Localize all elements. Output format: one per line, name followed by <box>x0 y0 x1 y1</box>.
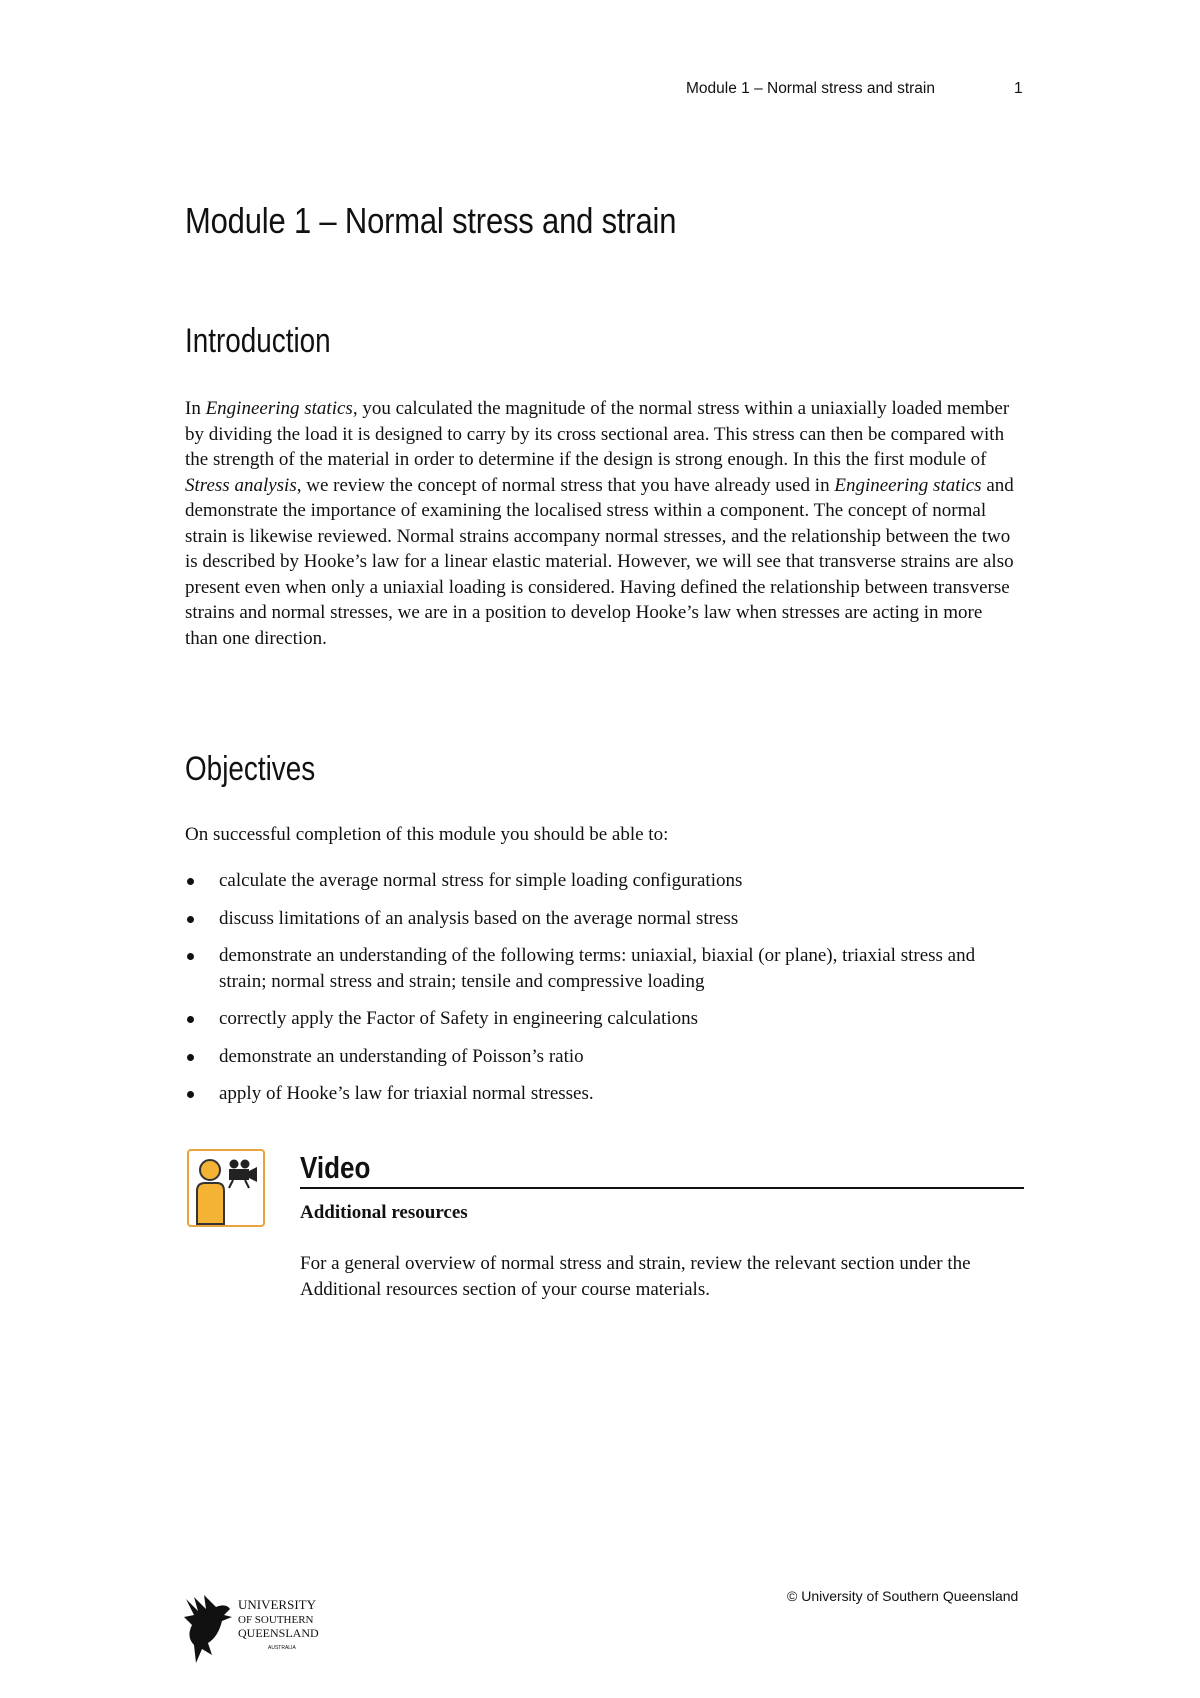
video-presenter-icon <box>187 1149 265 1227</box>
footer-copyright: © University of Southern Queensland <box>787 1588 1019 1604</box>
intro-text: In <box>185 398 206 419</box>
video-subheading: Additional resources <box>300 1202 468 1223</box>
list-item-text: apply of Hooke’s law for triaxial normal stresses. <box>219 1083 594 1104</box>
list-item <box>185 906 1025 932</box>
university-logo <box>182 1593 342 1672</box>
page-title: Module 1 – Normal stress and strain <box>185 200 677 241</box>
bullet-icon <box>187 1091 194 1098</box>
running-header: Module 1 – Normal stress and strain <box>686 80 935 97</box>
list-item-text: demonstrate an understanding of Poisson’s ratio <box>219 1045 584 1067</box>
list-item <box>185 943 1025 994</box>
bullet-icon <box>187 878 194 885</box>
list-item-text: demonstrate an understanding of the following terms: uniaxial, biaxial (or plane), triaxial stress and strain; normal stress and strain; tensile and compressive loading <box>219 945 976 992</box>
logo-text-line: AUSTRALIA <box>268 1645 296 1651</box>
list-item-text: discuss limitations of an analysis based on the average normal stress <box>219 907 739 929</box>
video-heading-rule <box>300 1187 1024 1189</box>
objectives-heading: Objectives <box>185 750 316 788</box>
list-item <box>185 1006 1025 1032</box>
bullet-icon <box>187 953 194 960</box>
objectives-lead: On successful completion of this module you should be able to: <box>185 824 669 845</box>
intro-emphasis: Stress analysis <box>185 474 297 496</box>
list-item <box>185 1044 1025 1070</box>
list-item-text: correctly apply the Factor of Safety in engineering calculations <box>219 1008 699 1029</box>
logo-text-line: QUEENSLAND <box>238 1626 319 1640</box>
video-description: For a general overview of normal stress and strain, review the relevant section under the Additional resources section of your course materials. <box>300 1253 971 1300</box>
intro-emphasis: Engineering statics <box>834 474 982 496</box>
logo-text-line: UNIVERSITY <box>238 1597 316 1612</box>
intro-text: , you calculated the magnitude of the normal stress within a uniaxially loaded member by dividing the load it is designed to carry by its cross sectional area. This stress can then be compared with the strength of the material in order to determine if the design is strong enough. In this the first module of <box>185 398 1010 470</box>
page-number: 1 <box>1014 80 1023 97</box>
objectives-list <box>185 868 1025 1119</box>
list-item-text: calculate the average normal stress for simple loading configurations <box>219 870 743 891</box>
bullet-icon <box>187 1054 194 1061</box>
introduction-paragraph <box>185 396 1015 651</box>
bullet-icon <box>187 1016 194 1023</box>
list-item <box>185 1081 1025 1107</box>
logo-text-line: OF SOUTHERN <box>238 1614 314 1626</box>
video-heading: Video <box>300 1150 371 1185</box>
intro-text: , we review the concept of normal stress that you have already used in <box>296 474 835 496</box>
bullet-icon <box>187 916 194 923</box>
intro-emphasis: Engineering statics <box>205 398 353 419</box>
introduction-heading: Introduction <box>185 322 331 360</box>
intro-text: and demonstrate the importance of examining the localised stress within a component. The concept of normal strain is likewise reviewed. Normal strains accompany normal stresses, and the relationship between the two is described by Hooke’s law for a linear elastic material. However, we will see that transverse strains are also present even when only a uniaxial loading is considered. Having defined the relationship between transverse strains and normal stresses, we are in a position to develop Hooke’s law when stresses are acting in more than one direction. <box>185 474 1014 649</box>
list-item <box>185 868 1025 894</box>
